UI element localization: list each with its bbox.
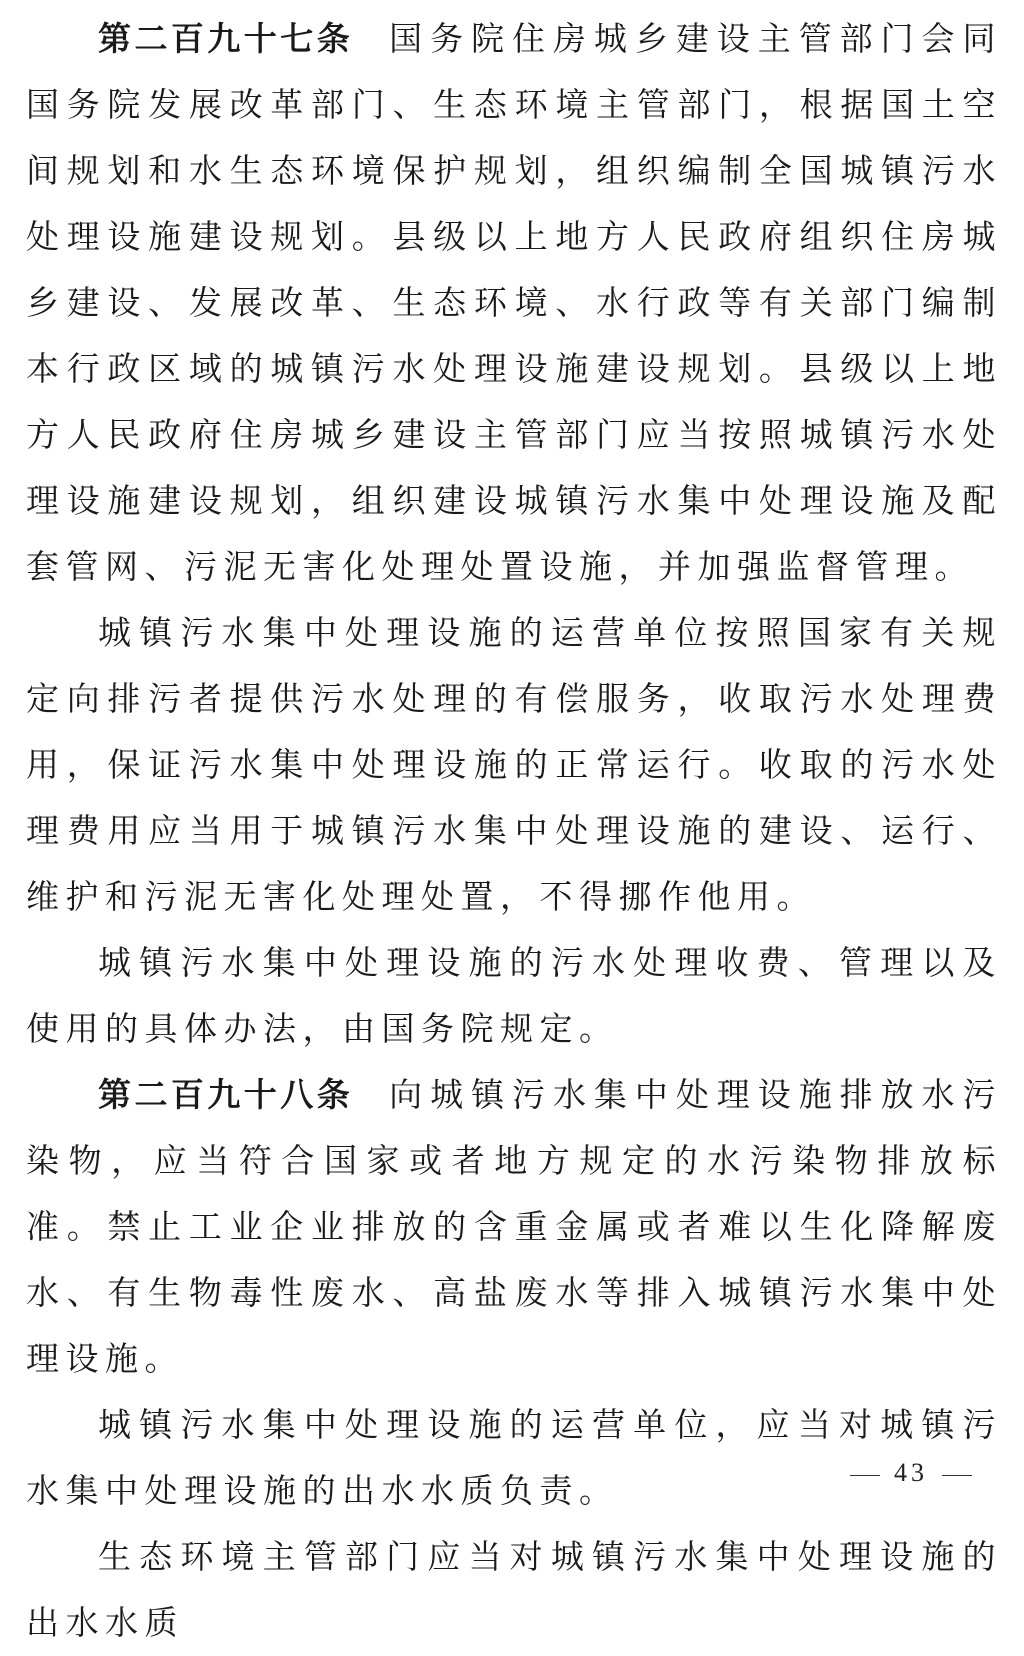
article-297-paragraph-2: 城镇污水集中处理设施的运营单位按照国家有关规定向排污者提供污水处理的有偿服务，收取污水处理费用，保证污水集中处理设施的正常运行。收取的污水处理费用应当用于城镇污水集中处理设施的建设、运行、维护和污泥无害化处理处置，不得挪作他用。 (26, 613, 1002, 916)
page-number: 43 (894, 1458, 928, 1487)
document-page (26, 6, 1002, 1656)
article-297-paragraph-1 (26, 6, 1002, 600)
article-298-paragraph-3: 生态环境主管部门应当对城镇污水集中处理设施的出水水质 (26, 1537, 1002, 1642)
article-297-text-1: 国务院住房城乡建设主管部门会同国务院发展改革部门、生态环境主管部门，根据国土空间规划和水生态环境保护规划，组织编制全国城镇污水处理设施建设规划。县级以上地方人民政府组织住房城乡建设、发展改革、生态环境、水行政等有关部门编制本行政区域的城镇污水处理设施建设规划。县级以上地方人民政府住房城乡建设主管部门应当按照城镇污水处理设施建设规划，组织建设城镇污水集中处理设施及配套管网、污泥无害化处理处置设施，并加强监督管理。 (26, 19, 1003, 586)
article-297-number: 第二百九十七条 (98, 19, 354, 58)
article-298-number: 第二百九十八条 (98, 1075, 354, 1114)
page-number-group (836, 1458, 986, 1488)
right-dash (942, 1475, 972, 1476)
article-297-paragraph-3: 城镇污水集中处理设施的污水处理收费、管理以及使用的具体办法，由国务院规定。 (26, 943, 1002, 1048)
article-298-paragraph-1 (26, 1062, 1002, 1392)
article-298-paragraph-2: 城镇污水集中处理设施的运营单位，应当对城镇污水集中处理设施的出水水质负责。 (26, 1405, 1002, 1510)
article-298-text-1: 向城镇污水集中处理设施排放水污染物，应当符合国家或者地方规定的水污染物排放标准。禁止工业企业排放的含重金属或者难以生化降解废水、有生物毒性废水、高盐废水等排入城镇污水集中处理设施。 (26, 1075, 1003, 1378)
page-footer (0, 1458, 1024, 1488)
left-dash (850, 1475, 880, 1476)
